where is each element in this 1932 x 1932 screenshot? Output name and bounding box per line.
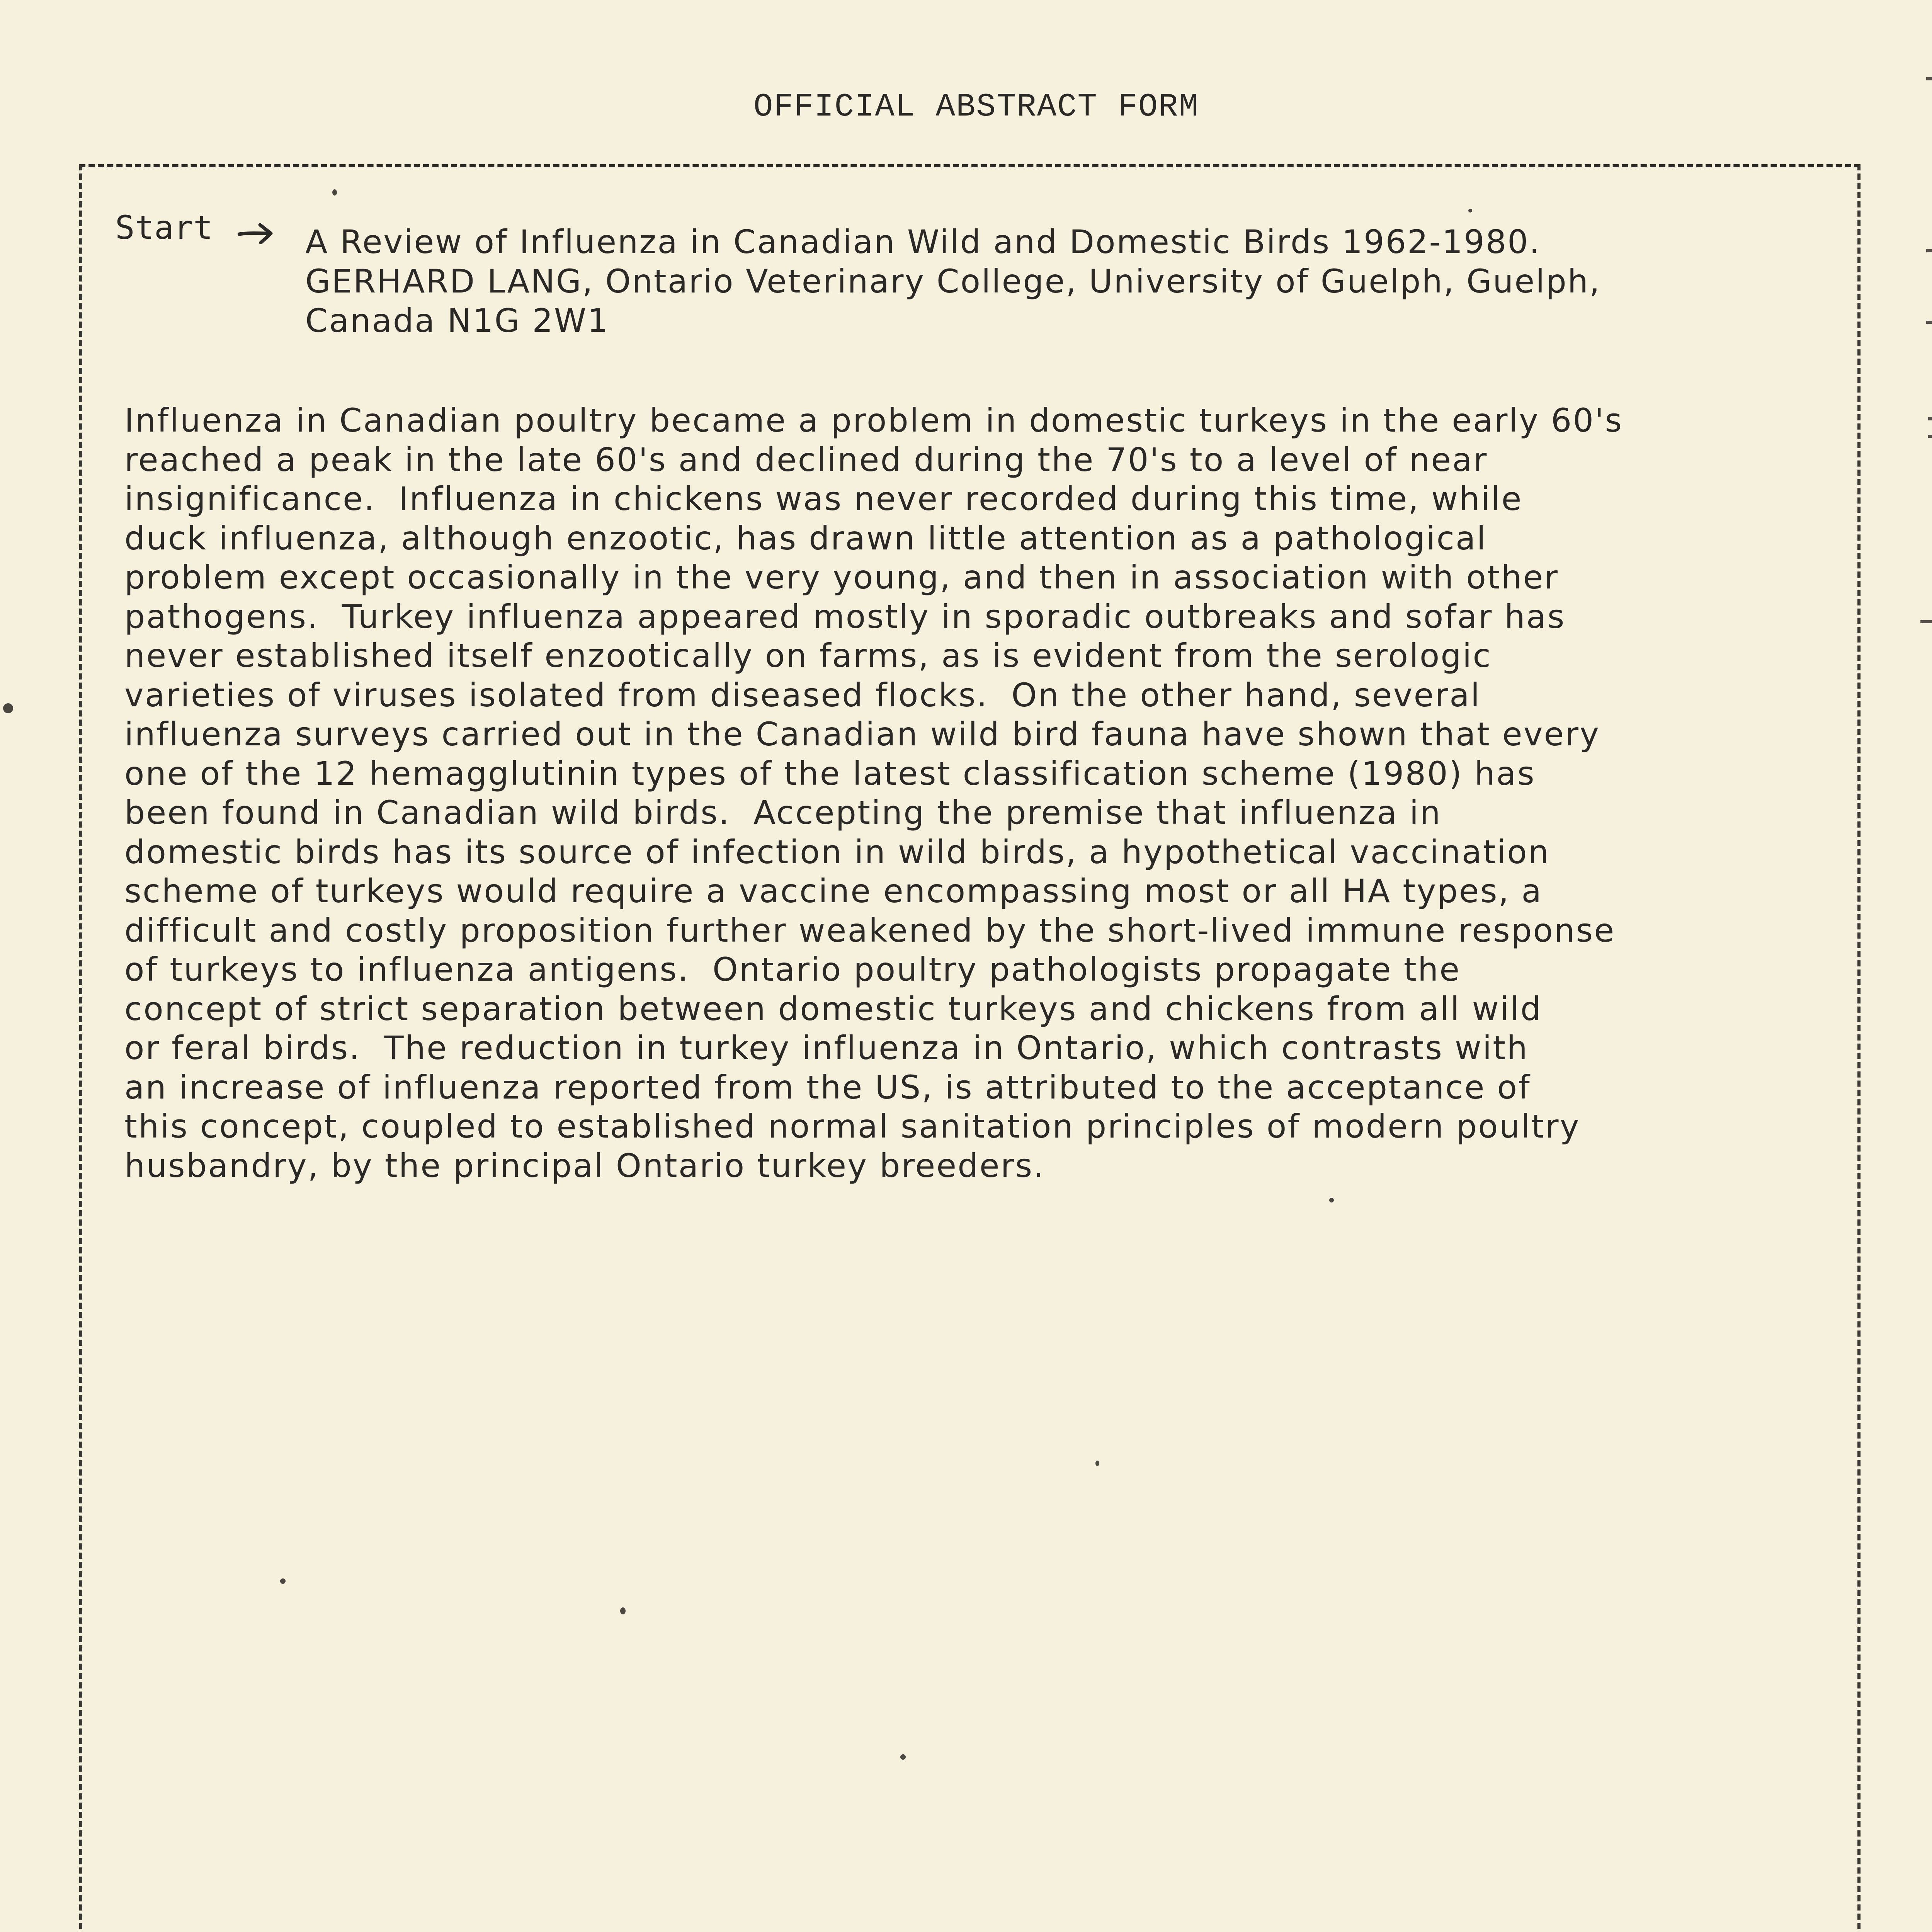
margin-mark [1920,620,1932,623]
abstract-line: varieties of viruses isolated from diseased flocks. On the other hand, several [124,676,1481,714]
abstract-line: scheme of turkeys would require a vaccine encompassing most or all HA types, a [124,872,1543,910]
abstract-line: difficult and costly proposition further weakened by the short-lived immune response [124,911,1616,949]
right-arrow-icon [238,223,274,244]
abstract-line: pathogens. Turkey influenza appeared mostly in sporadic outbreaks and sofar has [124,597,1566,636]
abstract-line: domestic birds has its source of infection in wild birds, a hypothetical vaccination [124,833,1550,871]
abstract-heading [305,222,1601,340]
scan-speck [900,1754,906,1760]
margin-mark [1926,321,1932,324]
abstract-line: insignificance. Influenza in chickens was never recorded during this time, while [124,480,1523,518]
margin-mark [1928,417,1932,420]
abstract-line: concept of strict separation between domestic turkeys and chickens from all wild [124,990,1543,1028]
start-label: Start [115,209,213,247]
scan-speck [280,1578,286,1584]
abstract-line: this concept, coupled to established normal sanitation principles of modern poultry [124,1107,1580,1145]
abstract-line: duck influenza, although enzootic, has drawn little attention as a pathological [124,519,1487,557]
margin-mark [1926,249,1932,252]
author-affiliation: GERHARD LANG, Ontario Veterinary College, University of Guelph, Guelph, [305,262,1601,300]
scan-speck [3,703,13,713]
form-title: OFFICIAL ABSTRACT FORM [753,89,1199,126]
abstract-body [124,401,1825,1185]
author-address: Canada N1G 2W1 [305,302,609,340]
margin-mark [1928,435,1932,438]
scan-speck [332,189,337,196]
scan-speck [1329,1198,1334,1202]
abstract-line: Influenza in Canadian poultry became a problem in domestic turkeys in the early 60's [124,401,1623,439]
abstract-line: problem except occasionally in the very young, and then in association with other [124,558,1559,596]
abstract-line: or feral birds. The reduction in turkey influenza in Ontario, which contrasts with [124,1029,1529,1067]
abstract-line: of turkeys to influenza antigens. Ontario poultry pathologists propagate the [124,951,1461,988]
abstract-line: an increase of influenza reported from the US, is attributed to the acceptance of [124,1068,1531,1106]
abstract-line: been found in Canadian wild birds. Accepting the premise that influenza in [124,794,1442,832]
abstract-line: one of the 12 hemagglutinin types of the latest classification scheme (1980) has [124,754,1536,793]
abstract-line: reached a peak in the late 60's and declined during the 70's to a level of near [124,440,1488,479]
margin-mark [1926,77,1932,80]
abstract-title: A Review of Influenza in Canadian Wild and Domestic Birds 1962-1980. [305,223,1541,261]
abstract-line: never established itself enzootically on farms, as is evident from the serologic [124,637,1492,675]
scan-speck [1468,209,1472,213]
scan-speck [1095,1461,1099,1466]
scan-speck [620,1607,626,1614]
abstract-line: husbandry, by the principal Ontario turkey breeders. [124,1146,1045,1185]
abstract-line: influenza surveys carried out in the Canadian wild bird fauna have shown that every [124,715,1600,753]
